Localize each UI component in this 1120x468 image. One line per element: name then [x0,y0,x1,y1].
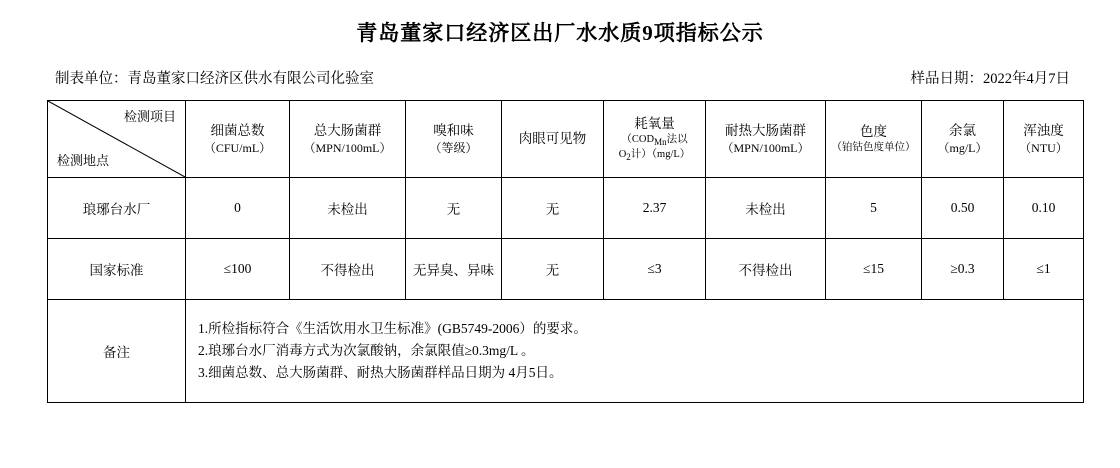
meta-sample-date: 样品日期：2022年4月7日 [910,71,1070,87]
cell-plant-cod: 2.37 [604,178,706,239]
document-meta [55,67,1070,88]
header-corner-cell [48,101,186,178]
table-header-row [48,101,1084,178]
cell-standard-odor: 无异臭、异味 [406,239,502,300]
cell-standard-coliform: 不得检出 [290,239,406,300]
header-col-turbidity-line2: （NTU） [1019,141,1068,156]
cell-standard-chromaticity: ≤15 [826,239,922,300]
header-col-cod-line1: 耗氧量 [634,115,675,131]
table-row [48,178,1084,239]
cell-standard-visible-matter: 无 [502,239,604,300]
header-col-chromaticity [826,101,922,178]
header-col-thermotolerant-coliform [706,101,826,178]
meta-producer: 制表单位：青岛董家口经济区供水有限公司化验室 [55,71,374,87]
row-label-plant: 琅琊台水厂 [48,178,186,239]
note-body [186,300,1084,403]
cell-plant-coliform: 未检出 [290,178,406,239]
header-col-thermotolerant-line1: 耐热大肠菌群 [725,122,806,138]
cell-plant-bacteria: 0 [186,178,290,239]
note-line-1: 1.所检指标符合《生活饮用水卫生标准》(GB5749-2006）的要求。 [198,320,587,336]
cell-plant-odor: 无 [406,178,502,239]
cod-subscript-o2: 2 [626,152,631,163]
header-col-bacteria-line1: 细菌总数 [210,122,265,138]
row-label-standard: 国家标准 [48,239,186,300]
cell-standard-bacteria: ≤100 [186,239,290,300]
header-col-turbidity-line1: 浑浊度 [1023,122,1064,138]
document-page [0,17,1120,468]
header-col-visible-matter-line1: 肉眼可见物 [518,130,587,146]
table-row [48,239,1084,300]
header-col-residual-chlorine [922,101,1004,178]
cell-standard-turbidity: ≤1 [1004,239,1084,300]
note-label: 备注 [48,300,186,403]
cell-plant-residual-chlorine: 0.50 [922,178,1004,239]
header-col-turbidity [1004,101,1084,178]
cell-standard-cod: ≤3 [604,239,706,300]
cod-subscript-mn: Mn [654,136,667,147]
header-col-odor [406,101,502,178]
table-note-row [48,300,1084,403]
header-col-coliform-line2: （MPN/100mL） [303,141,392,156]
header-col-bacteria [186,101,290,178]
header-col-coliform [290,101,406,178]
header-col-cod-line3: O2计）（mg/L） [618,149,691,163]
note-line-2: 2.琅琊台水厂消毒方式为次氯酸钠，余氯限值≥0.3mg/L 。 [198,342,535,358]
header-col-thermotolerant-line2: （MPN/100mL） [721,141,810,156]
header-col-bacteria-line2: （CFU/mL） [203,141,272,156]
cell-plant-turbidity: 0.10 [1004,178,1084,239]
water-quality-table [47,100,1084,403]
header-col-residual-chlorine-line2: （mg/L） [937,141,988,156]
page-title: 青岛董家口经济区出厂水水质9项指标公示 [356,21,764,45]
header-col-chromaticity-line2: （铂钴色度单位） [831,142,916,154]
header-col-chromaticity-line1: 色度 [860,123,887,139]
header-col-cod [604,101,706,178]
header-corner-top-label: 检测项目 [123,109,176,124]
note-line-3: 3.细菌总数、总大肠菌群、耐热大肠菌群样品日期为 4月5日。 [198,365,563,381]
header-col-cod-line2: （CODMn法以 [621,133,688,147]
cell-plant-visible-matter: 无 [502,178,604,239]
header-col-visible-matter [502,101,604,178]
header-col-odor-line2: （等级） [429,141,478,156]
cell-standard-residual-chlorine: ≥0.3 [922,239,1004,300]
header-corner-bottom-label: 检测地点 [57,153,110,169]
cell-plant-thermotolerant: 未检出 [706,178,826,239]
header-col-residual-chlorine-line1: 余氯 [949,122,976,138]
header-col-odor-line1: 嗅和味 [433,122,474,138]
cell-plant-chromaticity: 5 [826,178,922,239]
header-col-coliform-line1: 总大肠菌群 [313,122,382,138]
cell-standard-thermotolerant: 不得检出 [706,239,826,300]
